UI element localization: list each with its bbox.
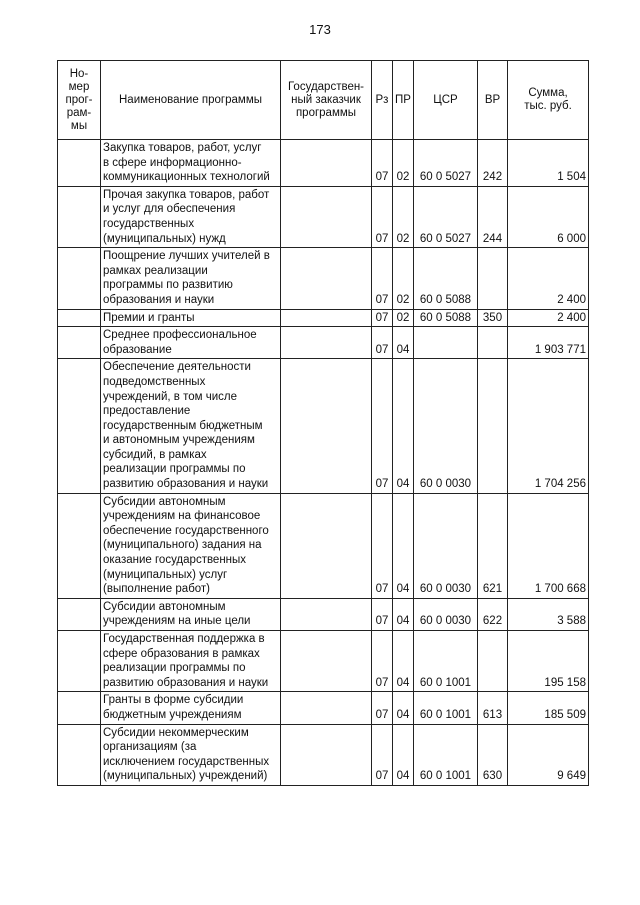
- pr-cell: 04: [393, 359, 414, 493]
- state-customer-cell: [281, 724, 372, 785]
- header-state-customer-line: ный заказчик: [291, 93, 361, 106]
- vr-cell: [478, 327, 508, 359]
- header-program-number-line: мы: [70, 119, 88, 132]
- header-sum-line: Сумма,: [528, 87, 568, 99]
- program-name-cell: [101, 724, 281, 785]
- vr-cell: 613: [478, 692, 508, 724]
- table-row: [58, 186, 589, 247]
- sum-cell: 6 000: [508, 186, 589, 247]
- program-name-line: (выполнение работ): [103, 583, 211, 596]
- csr-cell: 60 0 1001: [414, 631, 478, 692]
- program-name-line: коммуникационных технологий: [103, 171, 270, 184]
- rz-cell: 07: [372, 140, 393, 187]
- sum-cell: 9 649: [508, 724, 589, 785]
- sum-cell: 2 400: [508, 248, 589, 309]
- table-row: [58, 359, 589, 493]
- sum-cell: 195 158: [508, 631, 589, 692]
- program-name-line: Государственная поддержка в: [103, 633, 265, 645]
- pr-cell: 02: [393, 140, 414, 187]
- program-name-cell: [101, 692, 281, 724]
- table-row: [58, 140, 589, 187]
- vr-cell: [478, 248, 508, 309]
- program-name-line: (муниципальных) нужд: [103, 232, 226, 245]
- sum-cell: 1 504: [508, 140, 589, 187]
- program-name-line: учреждениям на иные цели: [103, 615, 251, 628]
- state-customer-cell: [281, 359, 372, 493]
- table-row: [58, 692, 589, 724]
- sum-cell: 3 588: [508, 598, 589, 630]
- program-name-line: учреждений, в том числе: [103, 390, 238, 403]
- program-name-line: субсидий, в рамках: [103, 448, 207, 461]
- program-number-cell: [58, 359, 101, 493]
- program-number-cell: [58, 598, 101, 630]
- table-row: [58, 309, 589, 327]
- rz-cell: 07: [372, 359, 393, 493]
- header-state-customer: [281, 61, 372, 140]
- program-name-line: программы по развитию: [103, 279, 233, 292]
- table-row: [58, 724, 589, 785]
- program-name-line: Среднее профессиональное: [103, 329, 257, 342]
- program-name-line: сфере образования в рамках: [103, 647, 260, 660]
- program-name-line: Субсидии некоммерческим: [103, 726, 249, 739]
- pr-cell: 04: [393, 493, 414, 598]
- table-row: [58, 631, 589, 692]
- header-rz: Рз: [372, 61, 393, 140]
- program-name-line: Поощрение лучших учителей в: [103, 250, 270, 263]
- program-name-line: Обеспечение деятельности: [103, 361, 251, 374]
- csr-cell: 60 0 5027: [414, 186, 478, 247]
- program-name-line: (муниципального) задания на: [103, 539, 262, 552]
- table-row: [58, 327, 589, 359]
- csr-cell: 60 0 1001: [414, 724, 478, 785]
- program-name-line: государственным бюджетным: [103, 419, 263, 432]
- vr-cell: 350: [478, 309, 508, 327]
- pr-cell: 04: [393, 631, 414, 692]
- vr-cell: [478, 631, 508, 692]
- state-customer-cell: [281, 327, 372, 359]
- rz-cell: 07: [372, 631, 393, 692]
- program-name-line: Прочая закупка товаров, работ: [103, 188, 270, 201]
- pr-cell: 02: [393, 186, 414, 247]
- program-name-cell: [101, 359, 281, 493]
- csr-cell: 60 0 5027: [414, 140, 478, 187]
- program-name-line: Субсидии автономным: [103, 495, 226, 508]
- program-name-line: (муниципальных) учреждений): [103, 770, 268, 783]
- rz-cell: 07: [372, 327, 393, 359]
- program-name-line: развитию образования и науки: [103, 676, 269, 689]
- program-name-line: предоставление: [103, 405, 191, 418]
- program-name-line: рамках реализации: [103, 264, 208, 277]
- rz-cell: 07: [372, 248, 393, 309]
- program-name-line: реализации программы по: [103, 463, 246, 476]
- program-name-cell: [101, 140, 281, 187]
- csr-cell: 60 0 0030: [414, 359, 478, 493]
- sum-cell: 185 509: [508, 692, 589, 724]
- program-name-cell: [101, 598, 281, 630]
- program-number-cell: [58, 692, 101, 724]
- header-program-number-line: рам-: [66, 106, 92, 119]
- pr-cell: 04: [393, 692, 414, 724]
- program-number-cell: [58, 327, 101, 359]
- program-name-line: реализации программы по: [103, 662, 246, 675]
- rz-cell: 07: [372, 724, 393, 785]
- vr-cell: 244: [478, 186, 508, 247]
- table-row: [58, 493, 589, 598]
- state-customer-cell: [281, 692, 372, 724]
- program-name-line: Субсидии автономным: [103, 600, 226, 613]
- csr-cell: 60 0 5088: [414, 248, 478, 309]
- vr-cell: 242: [478, 140, 508, 187]
- program-name-line: (муниципальных) услуг: [103, 568, 228, 581]
- vr-cell: [478, 359, 508, 493]
- header-program-number: [58, 61, 101, 140]
- csr-cell: 60 0 5088: [414, 309, 478, 327]
- state-customer-cell: [281, 309, 372, 327]
- program-name-line: и услуг для обеспечения: [103, 203, 236, 216]
- vr-cell: 622: [478, 598, 508, 630]
- program-number-cell: [58, 186, 101, 247]
- program-name-line: исключением государственных: [103, 755, 270, 768]
- page-number: 173: [309, 22, 331, 37]
- program-name-cell: [101, 248, 281, 309]
- program-name-cell: [101, 309, 281, 327]
- header-sum-line: тыс. руб.: [524, 100, 572, 112]
- sum-cell: 1 704 256: [508, 359, 589, 493]
- program-name-cell: [101, 327, 281, 359]
- state-customer-cell: [281, 598, 372, 630]
- program-name-line: Закупка товаров, работ, услуг: [103, 142, 262, 154]
- header-state-customer-line: программы: [295, 106, 357, 119]
- table-row: [58, 248, 589, 309]
- rz-cell: 07: [372, 598, 393, 630]
- program-name-line: Гранты в форме субсидии: [103, 694, 244, 707]
- program-name-line: развитию образования и науки: [103, 478, 269, 491]
- program-number-cell: [58, 140, 101, 187]
- program-name-cell: [101, 631, 281, 692]
- rz-cell: 07: [372, 493, 393, 598]
- state-customer-cell: [281, 140, 372, 187]
- state-customer-cell: [281, 631, 372, 692]
- pr-cell: 04: [393, 598, 414, 630]
- program-number-cell: [58, 309, 101, 327]
- program-name-line: бюджетным учреждениям: [103, 708, 242, 721]
- header-program-number-line: мер: [68, 80, 90, 93]
- program-name-cell: [101, 186, 281, 247]
- budget-table: [57, 60, 589, 786]
- program-number-cell: [58, 248, 101, 309]
- program-name-line: учреждениям на финансовое: [103, 510, 261, 523]
- table-body: [58, 140, 589, 786]
- header-program-number-line: прог-: [65, 93, 93, 106]
- sum-cell: 2 400: [508, 309, 589, 327]
- program-name-cell: [101, 493, 281, 598]
- state-customer-cell: [281, 248, 372, 309]
- rz-cell: 07: [372, 692, 393, 724]
- program-name-line: и автономным учреждениям: [103, 434, 255, 447]
- header-state-customer-line: Государствен-: [287, 80, 365, 93]
- pr-cell: 04: [393, 327, 414, 359]
- program-number-cell: [58, 631, 101, 692]
- csr-cell: 60 0 0030: [414, 598, 478, 630]
- table-header: [58, 61, 589, 140]
- program-number-cell: [58, 724, 101, 785]
- csr-cell: 60 0 0030: [414, 493, 478, 598]
- pr-cell: 04: [393, 724, 414, 785]
- header-vr: ВР: [478, 61, 508, 140]
- pr-cell: 02: [393, 248, 414, 309]
- program-name-line: образование: [103, 343, 172, 356]
- csr-cell: 60 0 1001: [414, 692, 478, 724]
- state-customer-cell: [281, 186, 372, 247]
- vr-cell: 621: [478, 493, 508, 598]
- program-name-line: организациям (за: [103, 741, 197, 754]
- state-customer-cell: [281, 493, 372, 598]
- program-name-line: образования и науки: [103, 293, 215, 306]
- rz-cell: 07: [372, 186, 393, 247]
- header-program-number-line: Но-: [69, 67, 89, 80]
- header-sum: [508, 61, 589, 140]
- sum-cell: 1 903 771: [508, 327, 589, 359]
- program-name-line: Премии и гранты: [103, 311, 195, 324]
- sum-cell: 1 700 668: [508, 493, 589, 598]
- program-name-line: обеспечение государственного: [103, 524, 269, 537]
- csr-cell: [414, 327, 478, 359]
- header-csr: ЦСР: [414, 61, 478, 140]
- header-program-name: Наименование программы: [101, 61, 281, 140]
- program-name-line: государственных: [103, 217, 195, 230]
- table-row: [58, 598, 589, 630]
- program-number-cell: [58, 493, 101, 598]
- pr-cell: 02: [393, 309, 414, 327]
- vr-cell: 630: [478, 724, 508, 785]
- program-name-line: подведомственных: [103, 375, 206, 388]
- program-name-line: в сфере информационно-: [103, 156, 242, 169]
- program-name-line: оказание государственных: [103, 554, 247, 567]
- rz-cell: 07: [372, 309, 393, 327]
- header-pr: ПР: [393, 61, 414, 140]
